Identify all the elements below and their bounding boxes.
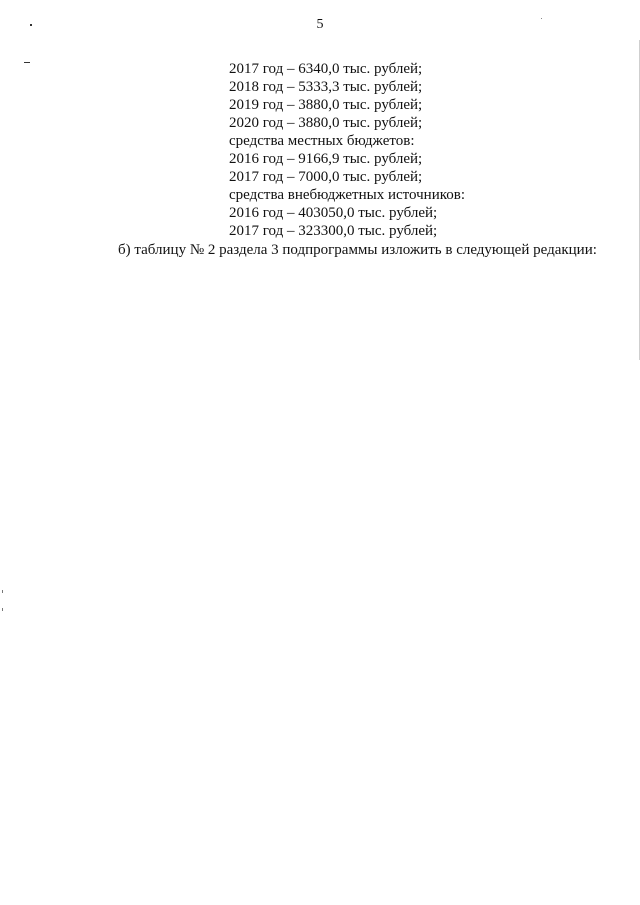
scan-dot bbox=[2, 608, 3, 611]
scan-dot bbox=[541, 18, 542, 19]
financing-line-2017: 2017 год – 6340,0 тыс. рублей; bbox=[229, 61, 423, 77]
financing-line-2018: 2018 год – 5333,3 тыс. рублей; bbox=[229, 79, 423, 95]
amendment-paragraph: б) таблицу № 2 раздела 3 подпрограммы изложить в следующей редакции: bbox=[118, 242, 597, 258]
extrabudget-line-2017: 2017 год – 323300,0 тыс. рублей; bbox=[229, 223, 438, 239]
local-budget-line-2017: 2017 год – 7000,0 тыс. рублей; bbox=[229, 169, 423, 185]
local-budget-line-2016: 2016 год – 9166,9 тыс. рублей; bbox=[229, 151, 423, 167]
page-number: 5 bbox=[316, 17, 324, 32]
financing-line-2020: 2020 год – 3880,0 тыс. рублей; bbox=[229, 115, 423, 131]
extrabudget-line-2016: 2016 год – 403050,0 тыс. рублей; bbox=[229, 205, 438, 221]
scan-dash bbox=[24, 62, 30, 63]
scan-dot bbox=[2, 590, 3, 593]
financing-list bbox=[229, 60, 609, 240]
extrabudget-heading: средства внебюджетных источников: bbox=[229, 187, 465, 203]
local-budget-heading: средства местных бюджетов: bbox=[229, 133, 415, 149]
financing-line-2019: 2019 год – 3880,0 тыс. рублей; bbox=[229, 97, 423, 113]
scan-dot bbox=[30, 24, 32, 26]
